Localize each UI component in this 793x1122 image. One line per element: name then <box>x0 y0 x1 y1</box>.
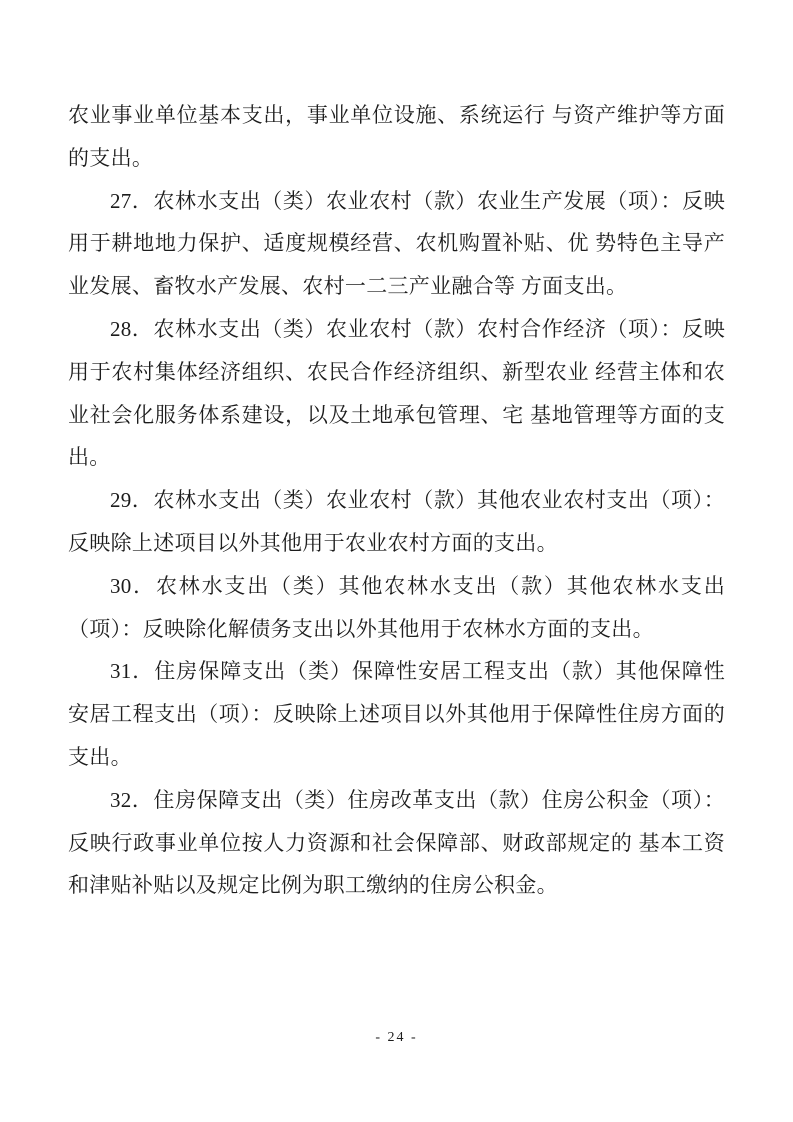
paragraph: 28．农林水支出（类）农业农村（款）农村合作经济（项）：反映用于农村集体经济组织、农民合作经济组织、新型农业 经营主体和农业社会化服务体系建设，以及土地承包管理、宅 基地管理等方面的支出。 <box>68 316 725 470</box>
paragraph: 31．住房保障支出（类）保障性安居工程支出（款）其他保障性安居工程支出（项）：反映除上述项目以外其他用于保障性住房方面的支出。 <box>68 659 725 769</box>
paragraph: 30．农林水支出（类）其他农林水支出（款）其他农林水支出（项）：反映除化解债务支出以外其他用于农林水方面的支出。 <box>68 573 725 641</box>
page-number: - 24 - <box>375 1030 418 1045</box>
paragraph: 32．住房保障支出（类）住房改革支出（款）住房公积金（项）：反映行政事业单位按人力资源和社会保障部、财政部规定的 基本工资和津贴补贴以及规定比例为职工缴纳的住房公积金。 <box>68 787 725 898</box>
document-body <box>68 94 725 907</box>
paragraph: 农业事业单位基本支出，事业单位设施、系统运行 与资产维护等方面的支出。 <box>68 103 725 170</box>
paragraph: 29．农林水支出（类）农业农村（款）其他农业农村支出（项）：反映除上述项目以外其他用于农业农村方面的支出。 <box>68 488 725 555</box>
paragraph: 27．农林水支出（类）农业农村（款）农业生产发展（项）：反映用于耕地地力保护、适度规模经营、农机购置补贴、优 势特色主导产业发展、畜牧水产发展、农村一二三产业融合等 方面支出。 <box>68 188 725 299</box>
